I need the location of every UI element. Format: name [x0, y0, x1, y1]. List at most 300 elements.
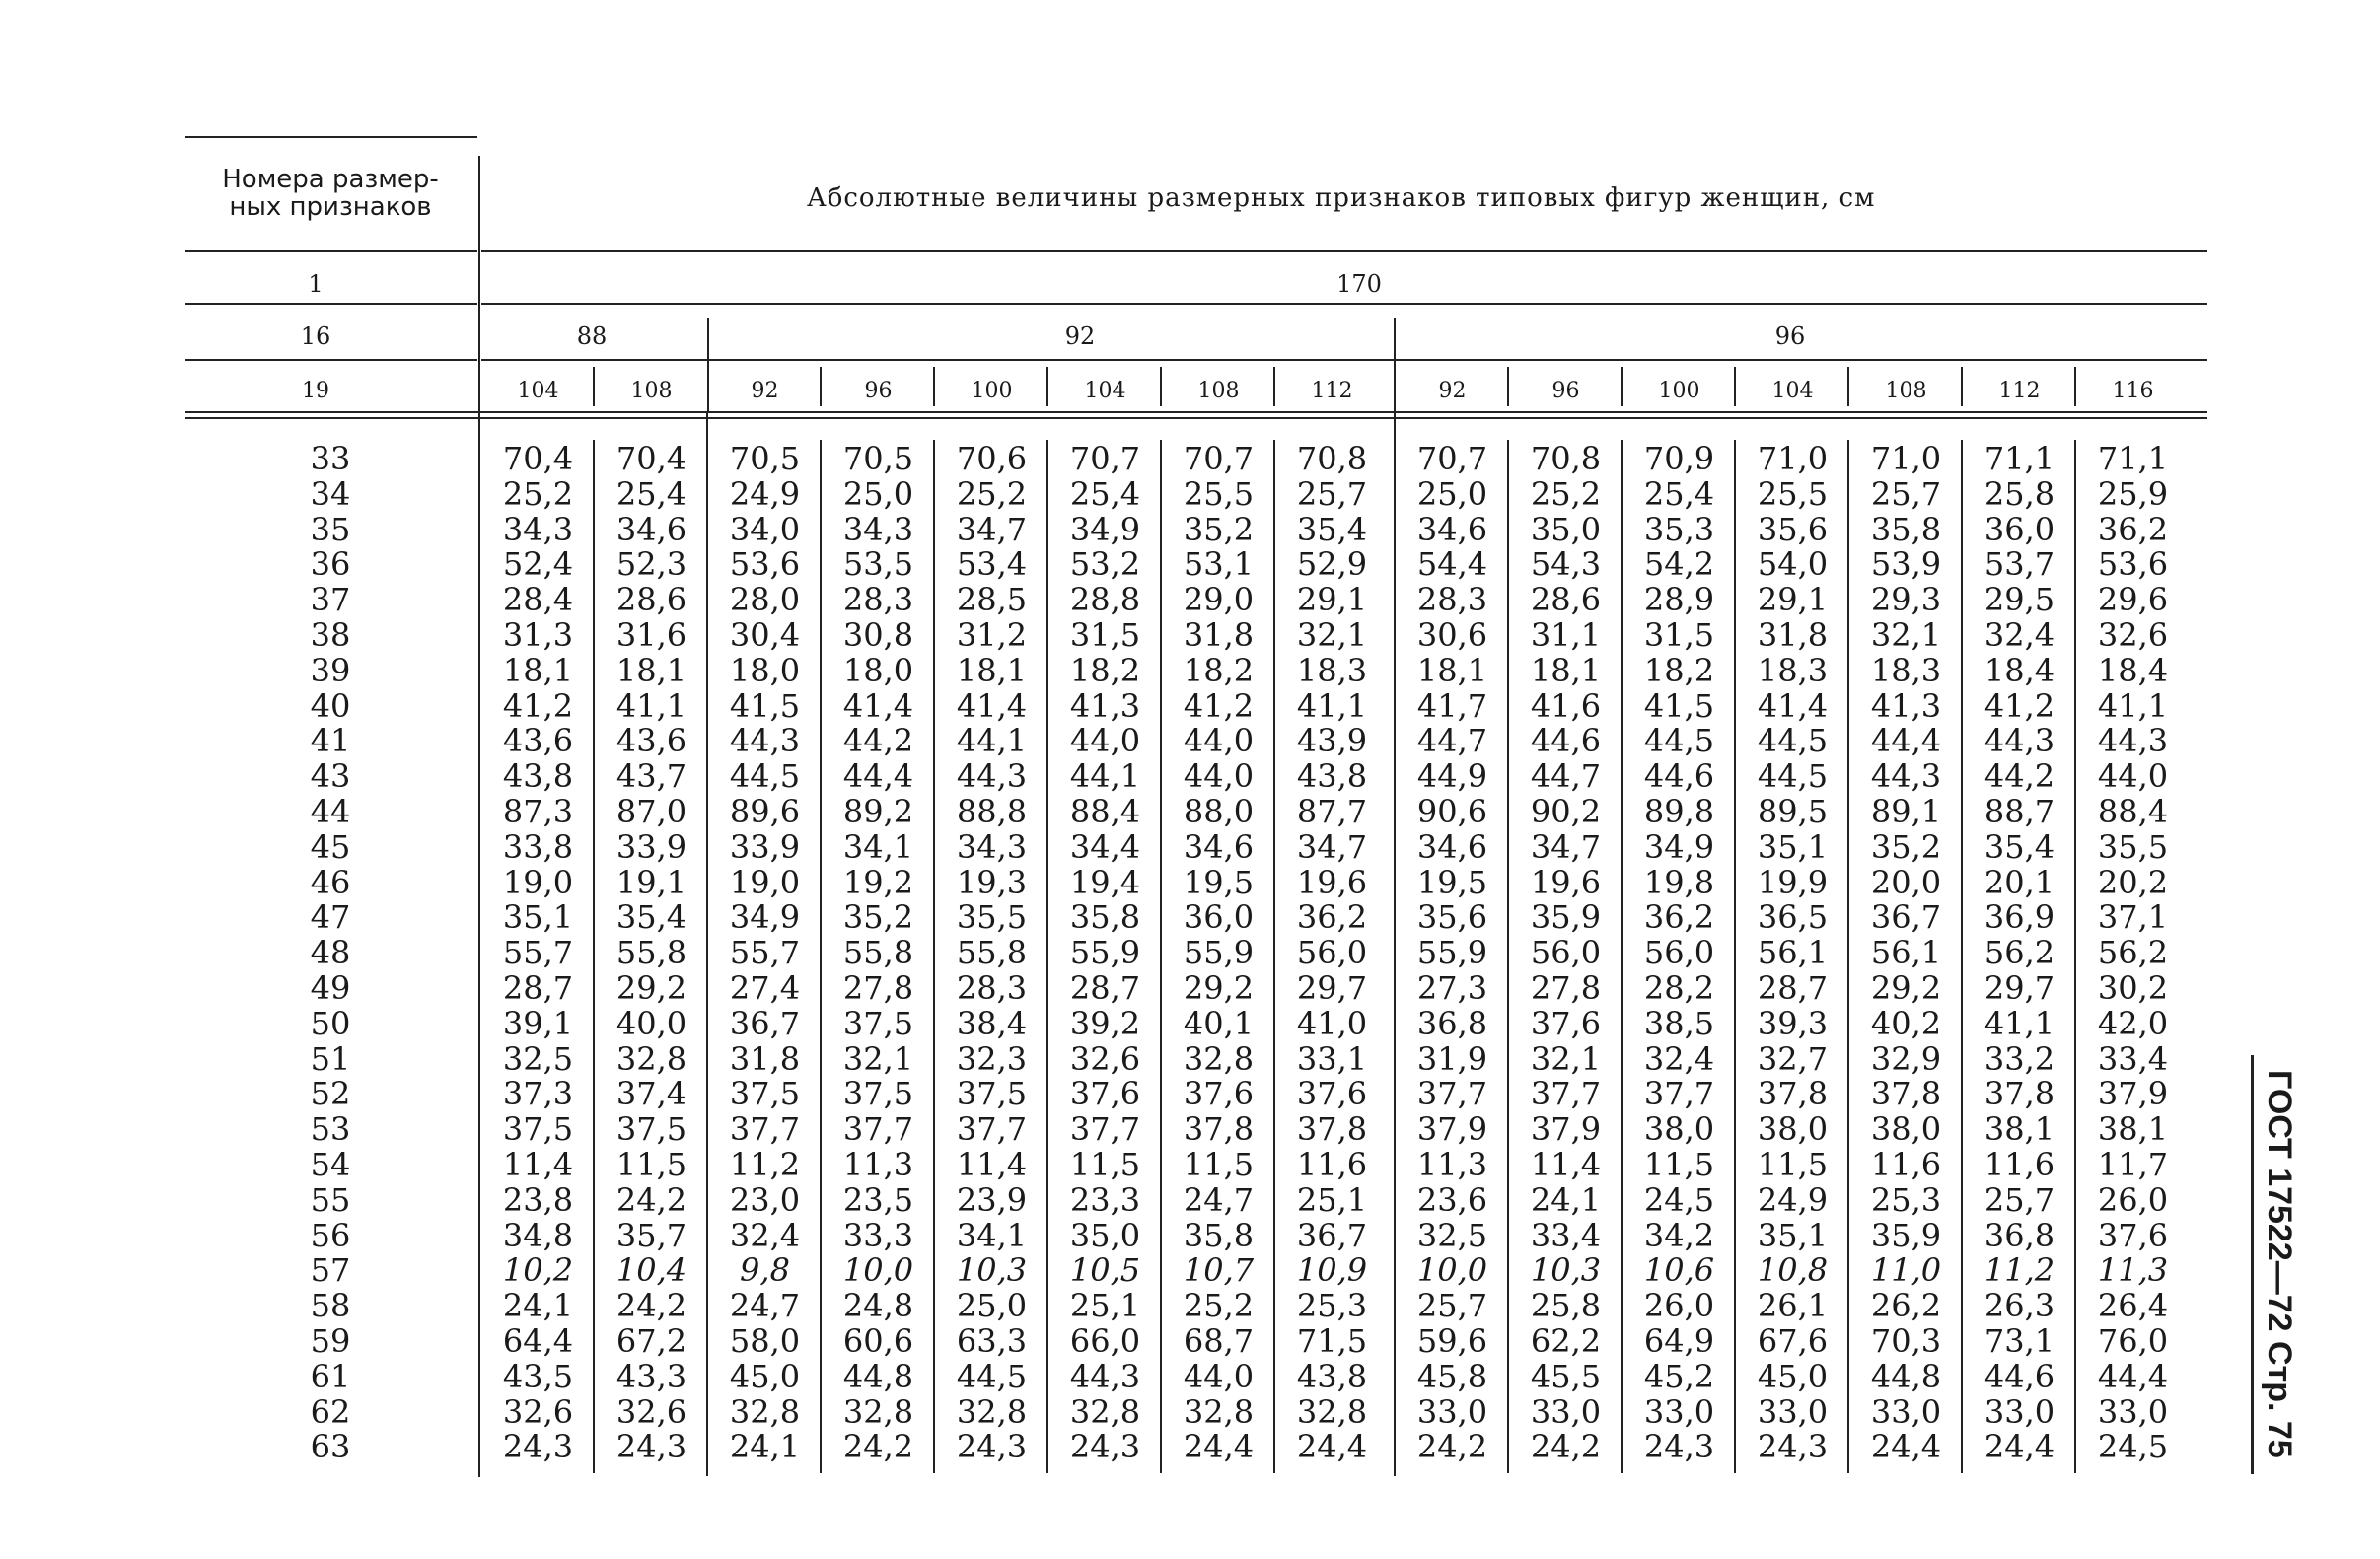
table-cell: 36,7 — [729, 1004, 801, 1042]
table-cell: 24,1 — [502, 1287, 574, 1325]
table-cell: 40,0 — [615, 1004, 687, 1042]
table-cell: 70,7 — [1416, 440, 1488, 477]
table-cell: 34,7 — [1296, 827, 1368, 866]
table-cell: 27,4 — [729, 969, 801, 1007]
table-cell: 38,1 — [1983, 1110, 2055, 1149]
table-cell: 18,1 — [1530, 651, 1602, 689]
table-cell: 44,5 — [956, 1357, 1028, 1395]
table-cell: 53,6 — [2097, 545, 2169, 584]
table-cell: 44,8 — [842, 1357, 914, 1395]
table-cell: 71,0 — [1757, 440, 1829, 477]
table-cell: 37,6 — [2097, 1216, 2169, 1254]
table-cell: 28,7 — [1069, 969, 1141, 1007]
table-cell: 44,6 — [1643, 757, 1715, 796]
table-cell: 24,2 — [615, 1287, 687, 1325]
table-cell: 56,1 — [1757, 934, 1829, 972]
table-cell: 40,1 — [1183, 1004, 1255, 1042]
table-cell: 53,2 — [1069, 545, 1141, 584]
table-cell: 36,2 — [1296, 898, 1368, 937]
table-cell: 11,5 — [1069, 1146, 1141, 1183]
table-cell: 11,3 — [2097, 1251, 2169, 1290]
table-cell: 11,4 — [1530, 1146, 1602, 1183]
table-cell: 41,3 — [1069, 686, 1141, 725]
table-cell: 31,8 — [1757, 616, 1829, 654]
table-cell: 25,3 — [1870, 1180, 1942, 1219]
table-cell: 44,8 — [1870, 1357, 1942, 1395]
table-cell: 44,2 — [842, 722, 914, 760]
table-cell: 35,4 — [1983, 827, 2055, 866]
table-cell: 35,2 — [1183, 510, 1255, 548]
table-cell: 27,8 — [842, 969, 914, 1007]
left-caption-line2: ных признаков — [229, 192, 432, 222]
table-cell: 37,6 — [1069, 1075, 1141, 1113]
table-cell: 41,4 — [956, 686, 1028, 725]
table-cell: 23,9 — [956, 1180, 1028, 1219]
table-cell: 36,9 — [1983, 898, 2055, 937]
table-cell: 32,1 — [1870, 616, 1942, 654]
table-cell: 34,0 — [729, 510, 801, 548]
table-cell: 33,9 — [729, 827, 801, 866]
table-cell: 37,8 — [1183, 1110, 1255, 1149]
table-cell: 26,4 — [2097, 1287, 2169, 1325]
table-cell: 53,6 — [729, 545, 801, 584]
table-cell: 28,6 — [1530, 581, 1602, 619]
table-cell: 23,0 — [729, 1180, 801, 1219]
table-cell: 34,3 — [842, 510, 914, 548]
column-rule — [1160, 440, 1162, 1473]
table-cell: 28,3 — [956, 969, 1028, 1007]
table-cell: 44,6 — [1983, 1357, 2055, 1395]
table-cell: 53,9 — [1870, 545, 1942, 584]
table-cell: 37,9 — [1416, 1110, 1488, 1149]
row-number: 63 — [310, 1428, 351, 1466]
table-cell: 32,6 — [2097, 616, 2169, 654]
table-cell: 37,8 — [1757, 1075, 1829, 1113]
table-cell: 88,4 — [2097, 793, 2169, 830]
table-cell: 58,0 — [729, 1322, 801, 1360]
table-cell: 33,0 — [1983, 1392, 2055, 1431]
column-rule — [1961, 440, 1963, 1473]
table-cell: 18,1 — [502, 651, 574, 689]
table-cell: 18,0 — [729, 651, 801, 689]
row-number: 59 — [310, 1322, 351, 1360]
table-cell: 11,6 — [1870, 1146, 1942, 1183]
table-cell: 28,8 — [1069, 581, 1141, 619]
table-cell: 70,6 — [956, 440, 1028, 477]
table-cell: 56,0 — [1296, 934, 1368, 972]
table-cell: 10,9 — [1296, 1251, 1368, 1290]
table-cell: 11,3 — [842, 1146, 914, 1183]
table-cell: 32,4 — [1983, 616, 2055, 654]
table-cell: 18,1 — [956, 651, 1028, 689]
table-cell: 53,4 — [956, 545, 1028, 584]
column-rule-header — [820, 367, 822, 406]
row-number: 34 — [310, 474, 351, 513]
table-cell: 32,5 — [1416, 1216, 1488, 1254]
table-cell: 89,6 — [729, 793, 801, 830]
header-rule-right — [481, 250, 2207, 252]
table-cell: 55,8 — [842, 934, 914, 972]
column-rule-header — [1621, 367, 1623, 406]
table-cell: 25,5 — [1183, 474, 1255, 513]
table-cell: 26,1 — [1757, 1287, 1829, 1325]
row1-label: 1 — [308, 270, 324, 298]
column-rule — [2074, 440, 2076, 1473]
table-cell: 53,7 — [1983, 545, 2055, 584]
table-cell: 19,4 — [1069, 863, 1141, 901]
row-number: 44 — [310, 793, 351, 830]
row-number: 47 — [310, 898, 351, 937]
table-cell: 34,6 — [1183, 827, 1255, 866]
table-cell: 26,0 — [2097, 1180, 2169, 1219]
table-cell: 31,2 — [956, 616, 1028, 654]
table-cell: 54,0 — [1757, 545, 1829, 584]
table-cell: 32,3 — [956, 1039, 1028, 1078]
table-cell: 11,5 — [1643, 1146, 1715, 1183]
table-cell: 25,4 — [615, 474, 687, 513]
table-cell: 33,0 — [1643, 1392, 1715, 1431]
row3-cell: 112 — [1311, 379, 1353, 403]
row-number: 53 — [310, 1110, 351, 1149]
table-cell: 25,2 — [502, 474, 574, 513]
table-cell: 42,0 — [2097, 1004, 2169, 1042]
table-cell: 32,1 — [1530, 1039, 1602, 1078]
table-cell: 28,5 — [956, 581, 1028, 619]
table-cell: 43,3 — [615, 1357, 687, 1395]
table-cell: 31,8 — [729, 1039, 801, 1078]
table-cell: 11,3 — [1416, 1146, 1488, 1183]
table-cell: 39,3 — [1757, 1004, 1829, 1042]
column-rule — [933, 440, 935, 1473]
table-cell: 38,0 — [1870, 1110, 1942, 1149]
row-number: 48 — [310, 934, 351, 972]
row3-cell: 116 — [2112, 379, 2154, 403]
table-cell: 64,9 — [1643, 1322, 1715, 1360]
table-cell: 37,3 — [502, 1075, 574, 1113]
table-cell: 25,7 — [1983, 1180, 2055, 1219]
row-number: 62 — [310, 1392, 351, 1431]
table-cell: 19,8 — [1643, 863, 1715, 901]
table-cell: 56,1 — [1870, 934, 1942, 972]
table-cell: 56,2 — [2097, 934, 2169, 972]
table-cell: 44,1 — [956, 722, 1028, 760]
table-cell: 64,4 — [502, 1322, 574, 1360]
table-cell: 29,2 — [615, 969, 687, 1007]
row2-group-92: 92 — [1064, 322, 1096, 350]
table-cell: 11,4 — [502, 1146, 574, 1183]
row2-rule-right — [481, 359, 2207, 361]
table-cell: 19,1 — [615, 863, 687, 901]
table-cell: 25,2 — [956, 474, 1028, 513]
table-cell: 26,3 — [1983, 1287, 2055, 1325]
table-cell: 10,8 — [1757, 1251, 1829, 1290]
row-number: 35 — [310, 510, 351, 548]
table-cell: 43,8 — [1296, 757, 1368, 796]
table-cell: 70,5 — [729, 440, 801, 477]
table-cell: 40,2 — [1870, 1004, 1942, 1042]
table-cell: 10,6 — [1643, 1251, 1715, 1290]
table-cell: 44,5 — [1757, 757, 1829, 796]
row-number: 37 — [310, 581, 351, 619]
row1-value: 170 — [1336, 270, 1382, 298]
table-cell: 90,6 — [1416, 793, 1488, 830]
row-number: 39 — [310, 651, 351, 689]
row2-group-96: 96 — [1774, 322, 1806, 350]
table-cell: 88,0 — [1183, 793, 1255, 830]
table-cell: 34,6 — [615, 510, 687, 548]
table-cell: 66,0 — [1069, 1322, 1141, 1360]
table-cell: 70,8 — [1530, 440, 1602, 477]
table-cell: 19,3 — [956, 863, 1028, 901]
table-cell: 10,0 — [1416, 1251, 1488, 1290]
table-cell: 88,4 — [1069, 793, 1141, 830]
table-cell: 41,3 — [1870, 686, 1942, 725]
table-cell: 23,3 — [1069, 1180, 1141, 1219]
row-number: 40 — [310, 686, 351, 725]
table-cell: 87,7 — [1296, 793, 1368, 830]
table-cell: 45,5 — [1530, 1357, 1602, 1395]
table-cell: 20,1 — [1983, 863, 2055, 901]
column-rule — [706, 411, 708, 1476]
table-cell: 89,5 — [1757, 793, 1829, 830]
table-cell: 36,0 — [1983, 510, 2055, 548]
table-cell: 31,5 — [1069, 616, 1141, 654]
table-cell: 55,8 — [956, 934, 1028, 972]
table-cell: 88,8 — [956, 793, 1028, 830]
main-column-rule — [478, 156, 480, 1477]
table-cell: 32,4 — [729, 1216, 801, 1254]
table-cell: 18,1 — [1416, 651, 1488, 689]
table-cell: 35,1 — [502, 898, 574, 937]
table-cell: 35,9 — [1530, 898, 1602, 937]
table-cell: 41,4 — [1757, 686, 1829, 725]
table-cell: 34,6 — [1416, 510, 1488, 548]
table-cell: 28,6 — [615, 581, 687, 619]
table-cell: 29,5 — [1983, 581, 2055, 619]
row3-cell: 96 — [864, 379, 893, 403]
table-cell: 90,2 — [1530, 793, 1602, 830]
table-cell: 35,9 — [1870, 1216, 1942, 1254]
table-cell: 30,2 — [2097, 969, 2169, 1007]
table-cell: 25,0 — [842, 474, 914, 513]
table-cell: 35,4 — [615, 898, 687, 937]
table-cell: 44,5 — [1643, 722, 1715, 760]
table-cell: 43,7 — [615, 757, 687, 796]
column-rule-header — [933, 367, 935, 406]
table-cell: 89,8 — [1643, 793, 1715, 830]
column-rule-header — [1847, 367, 1849, 406]
side-label: ГОСТ 17522—72 Стр. 75 — [2261, 1070, 2298, 1458]
table-cell: 18,2 — [1183, 651, 1255, 689]
table-cell: 37,6 — [1296, 1075, 1368, 1113]
table-cell: 35,5 — [956, 898, 1028, 937]
table-cell: 20,2 — [2097, 863, 2169, 901]
table-cell: 55,9 — [1069, 934, 1141, 972]
table-cell: 32,8 — [615, 1039, 687, 1078]
table-cell: 44,3 — [1870, 757, 1942, 796]
table-cell: 25,7 — [1296, 474, 1368, 513]
table-cell: 10,5 — [1069, 1251, 1141, 1290]
row-number: 49 — [310, 969, 351, 1007]
table-cell: 32,8 — [729, 1392, 801, 1431]
table-cell: 31,6 — [615, 616, 687, 654]
table-cell: 18,4 — [1983, 651, 2055, 689]
table-cell: 25,9 — [2097, 474, 2169, 513]
table-cell: 67,6 — [1757, 1322, 1829, 1360]
column-rule-header — [1734, 367, 1736, 406]
table-cell: 32,6 — [615, 1392, 687, 1431]
table-cell: 19,6 — [1530, 863, 1602, 901]
table-cell: 35,1 — [1757, 827, 1829, 866]
row-number: 50 — [310, 1004, 351, 1042]
table-cell: 25,1 — [1069, 1287, 1141, 1325]
table-cell: 35,2 — [1870, 827, 1942, 866]
table-cell: 34,7 — [956, 510, 1028, 548]
table-cell: 25,8 — [1530, 1287, 1602, 1325]
table-cell: 38,5 — [1643, 1004, 1715, 1042]
table-cell: 70,5 — [842, 440, 914, 477]
table-cell: 44,6 — [1530, 722, 1602, 760]
table-cell: 44,4 — [1870, 722, 1942, 760]
row2-rule-left — [185, 359, 477, 361]
table-cell: 87,0 — [615, 793, 687, 830]
row-number: 41 — [310, 722, 351, 760]
table-cell: 24,8 — [842, 1287, 914, 1325]
table-cell: 52,9 — [1296, 545, 1368, 584]
table-cell: 28,3 — [1416, 581, 1488, 619]
header-top-rule — [185, 136, 477, 138]
table-cell: 41,5 — [729, 686, 801, 725]
table-cell: 71,0 — [1870, 440, 1942, 477]
column-rule — [1734, 440, 1736, 1473]
table-cell: 71,1 — [2097, 440, 2169, 477]
table-cell: 53,5 — [842, 545, 914, 584]
table-cell: 59,6 — [1416, 1322, 1488, 1360]
table-cell: 32,1 — [1296, 616, 1368, 654]
table-cell: 38,0 — [1757, 1110, 1829, 1149]
table-cell: 24,3 — [1069, 1428, 1141, 1466]
table-cell: 73,1 — [1983, 1322, 2055, 1360]
table-cell: 44,0 — [1069, 722, 1141, 760]
table-cell: 37,7 — [729, 1110, 801, 1149]
group-rule-92-96 — [1394, 318, 1396, 411]
table-cell: 10,4 — [615, 1251, 687, 1290]
table-cell: 39,2 — [1069, 1004, 1141, 1042]
table-cell: 25,4 — [1643, 474, 1715, 513]
table-cell: 18,2 — [1069, 651, 1141, 689]
table-cell: 36,8 — [1416, 1004, 1488, 1042]
table-cell: 35,8 — [1183, 1216, 1255, 1254]
table-cell: 44,7 — [1530, 757, 1602, 796]
table-cell: 28,9 — [1643, 581, 1715, 619]
table-cell: 19,5 — [1183, 863, 1255, 901]
table-cell: 32,8 — [842, 1392, 914, 1431]
table-cell: 26,0 — [1643, 1287, 1715, 1325]
table-cell: 24,3 — [1757, 1428, 1829, 1466]
table-cell: 35,1 — [1757, 1216, 1829, 1254]
table-cell: 37,5 — [729, 1075, 801, 1113]
table-cell: 34,2 — [1643, 1216, 1715, 1254]
table-cell: 30,6 — [1416, 616, 1488, 654]
table-cell: 19,6 — [1296, 863, 1368, 901]
column-rule-header — [1507, 367, 1509, 406]
table-cell: 28,7 — [1757, 969, 1829, 1007]
table-cell: 18,1 — [615, 651, 687, 689]
table-cell: 10,3 — [956, 1251, 1028, 1290]
table-cell: 41,5 — [1643, 686, 1715, 725]
row3-cell: 92 — [751, 379, 779, 403]
row-number: 57 — [310, 1251, 351, 1290]
table-cell: 32,8 — [956, 1392, 1028, 1431]
table-cell: 36,7 — [1870, 898, 1942, 937]
table-cell: 44,3 — [1983, 722, 2055, 760]
table-cell: 10,2 — [502, 1251, 574, 1290]
row3-cell: 108 — [1885, 379, 1927, 403]
table-cell: 35,2 — [842, 898, 914, 937]
column-rule — [1046, 440, 1048, 1473]
table-cell: 27,8 — [1530, 969, 1602, 1007]
table-cell: 54,3 — [1530, 545, 1602, 584]
table-cell: 35,3 — [1643, 510, 1715, 548]
table-cell: 87,3 — [502, 793, 574, 830]
table-cell: 18,2 — [1643, 651, 1715, 689]
table-cell: 24,3 — [956, 1428, 1028, 1466]
table-cell: 60,6 — [842, 1322, 914, 1360]
table-cell: 25,2 — [1183, 1287, 1255, 1325]
table-cell: 34,6 — [1416, 827, 1488, 866]
table-cell: 41,2 — [502, 686, 574, 725]
table-cell: 29,6 — [2097, 581, 2169, 619]
row3-cell: 96 — [1551, 379, 1580, 403]
table-cell: 43,5 — [502, 1357, 574, 1395]
table-cell: 37,7 — [1643, 1075, 1715, 1113]
table-cell: 24,3 — [1643, 1428, 1715, 1466]
table-cell: 37,9 — [2097, 1075, 2169, 1113]
table-cell: 44,3 — [2097, 722, 2169, 760]
table-cell: 30,4 — [729, 616, 801, 654]
table-cell: 33,1 — [1296, 1039, 1368, 1078]
table-cell: 41,1 — [1983, 1004, 2055, 1042]
table-cell: 26,2 — [1870, 1287, 1942, 1325]
row-number: 58 — [310, 1287, 351, 1325]
table-cell: 11,7 — [2097, 1146, 2169, 1183]
table-cell: 24,1 — [1530, 1180, 1602, 1219]
table-cell: 28,2 — [1643, 969, 1715, 1007]
column-rule-header — [1160, 367, 1162, 406]
table-cell: 33,0 — [2097, 1392, 2169, 1431]
table-cell: 24,4 — [1296, 1428, 1368, 1466]
table-cell: 41,0 — [1296, 1004, 1368, 1042]
table-cell: 44,5 — [1757, 722, 1829, 760]
table-cell: 37,7 — [842, 1110, 914, 1149]
row-number: 52 — [310, 1075, 351, 1113]
table-cell: 35,4 — [1296, 510, 1368, 548]
column-rule — [1847, 440, 1849, 1473]
table-cell: 34,1 — [842, 827, 914, 866]
table-cell: 25,0 — [956, 1287, 1028, 1325]
table-cell: 56,0 — [1643, 934, 1715, 972]
table-cell: 37,7 — [1530, 1075, 1602, 1113]
table-cell: 71,5 — [1296, 1322, 1368, 1360]
table-cell: 29,2 — [1870, 969, 1942, 1007]
table-cell: 68,7 — [1183, 1322, 1255, 1360]
table-cell: 33,0 — [1757, 1392, 1829, 1431]
table-cell: 25,7 — [1416, 1287, 1488, 1325]
table-cell: 11,6 — [1296, 1146, 1368, 1183]
table-cell: 24,4 — [1870, 1428, 1942, 1466]
table-cell: 32,6 — [1069, 1039, 1141, 1078]
table-cell: 37,6 — [1530, 1004, 1602, 1042]
